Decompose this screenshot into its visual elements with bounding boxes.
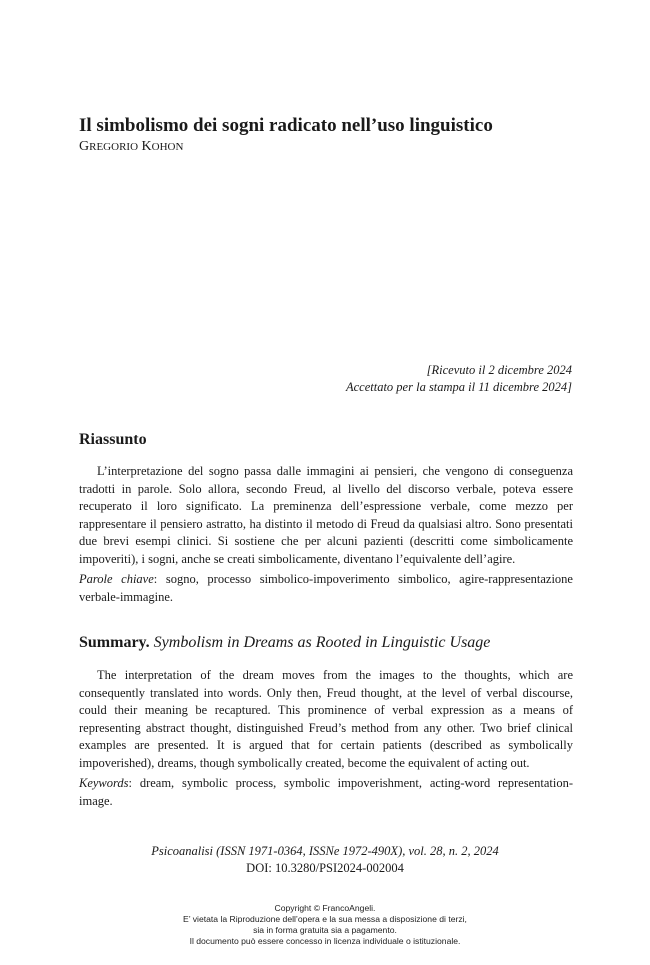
riassunto-keywords-label: Parole chiave bbox=[79, 572, 154, 586]
riassunto-keywords bbox=[79, 571, 573, 606]
author-first-initial: G bbox=[79, 139, 90, 154]
author-first-rest: REGORIO bbox=[89, 141, 139, 153]
article-title: Il simbolismo dei sogni radicato nell’uso linguistico bbox=[79, 115, 493, 136]
riassunto-abstract: L’interpretazione del sogno passa dalle immagini ai pensieri, che vengono di conseguenza tradotti in parole. Solo allora, secondo Freud, al livello del discorso verbale, poteva essere recuperato il loro significato. La preminenza dell’espressione verbale, come mezzo per rappresentare il pensiero astratto, ha distinto il metodo di Freud da qualsiasi altro. Sono presentati due brevi esempi clinici. Si sostiene che per alcuni pazienti (descritti come simbolicamente impoveriti), i sogni, anche se creati simbolicamente, diventano l’equivalente dell’agire. bbox=[79, 464, 573, 566]
submission-dates bbox=[346, 362, 572, 396]
summary-subtitle: Symbolism in Dreams as Rooted in Linguistic Usage bbox=[153, 634, 491, 651]
article-author bbox=[79, 138, 599, 156]
copyright-line-1: Copyright © FrancoAngeli. bbox=[274, 903, 376, 913]
summary-keywords-list: : dream, symbolic process, symbolic impoverishment, acting-word representation-image. bbox=[79, 776, 573, 808]
doi: DOI: 10.3280/PSI2024-002004 bbox=[246, 861, 404, 875]
journal-reference: Psicoanalisi (ISSN 1971-0364, ISSNe 1972-490X), vol. 28, n. 2, 2024 bbox=[151, 844, 499, 858]
summary-abstract: The interpretation of the dream moves from the images to the thoughts, which are consequently translated into words. Only then, Freud thought, at the level of verbal discourse, could their meaning be recaptured. This prominence of verbal expression as a means of representing abstract thought, distinguished Freud’s method from any other. Two brief clinical examples are presented. It is argued that for certain patients (described as symbolically impoverished), dreams, though symbolically created, become the equivalent of acting out. bbox=[79, 668, 573, 770]
copyright-line-4: Il documento può essere concesso in licenza individuale o istituzionale. bbox=[189, 936, 461, 946]
received-date: [Ricevuto il 2 dicembre 2024 bbox=[426, 363, 572, 377]
accepted-date: Accettato per la stampa il 11 dicembre 2024] bbox=[345, 380, 572, 394]
author-last-rest: OHON bbox=[151, 141, 184, 153]
riassunto-heading: Riassunto bbox=[79, 431, 147, 448]
author-last-initial: K bbox=[141, 139, 152, 154]
journal-citation bbox=[0, 843, 650, 877]
riassunto-keywords-list: : sogno, processo simbolico-impoverimento simbolico, agire-rappresentazione verbale-immagine. bbox=[79, 572, 573, 604]
copyright-notice bbox=[0, 903, 650, 947]
summary-keywords-label: Keywords bbox=[79, 776, 129, 790]
summary-heading-label: Summary. bbox=[79, 634, 150, 651]
summary-keywords bbox=[79, 775, 573, 810]
copyright-line-3: sia in forma gratuita sia a pagamento. bbox=[253, 925, 397, 935]
copyright-line-2: E’ vietata la Riproduzione dell’opera e la sua messa a disposizione di terzi, bbox=[183, 914, 467, 924]
summary-heading bbox=[79, 633, 490, 653]
